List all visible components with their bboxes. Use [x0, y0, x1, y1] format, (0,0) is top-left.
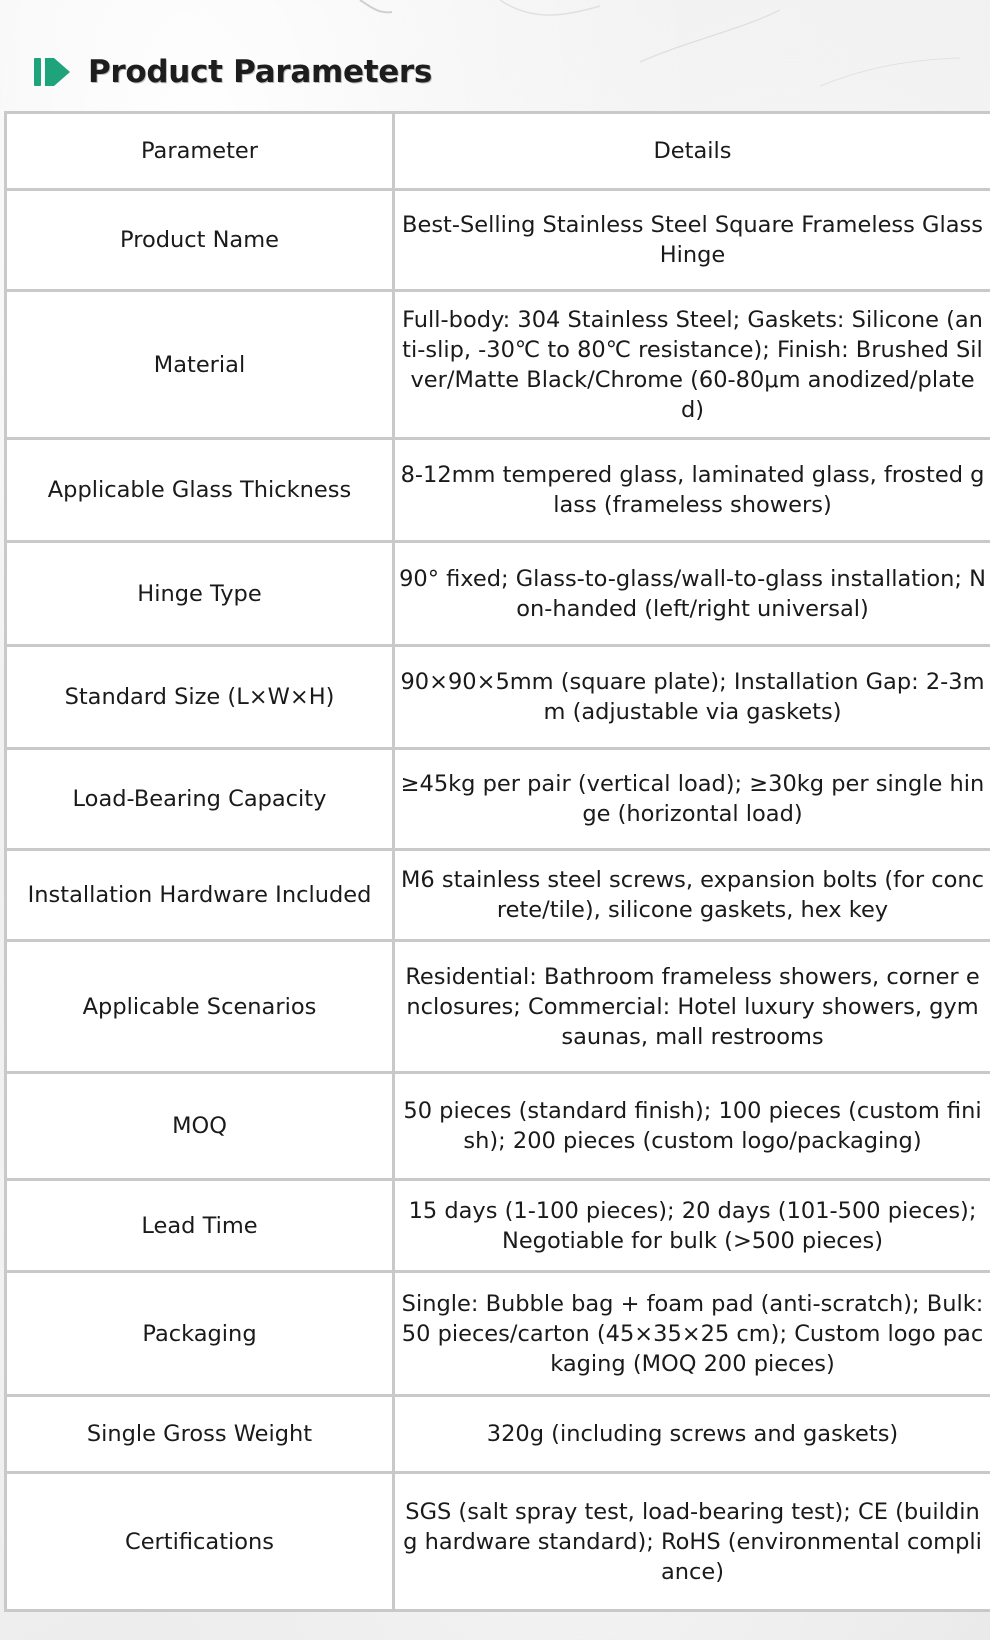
details-cell: Single: Bubble bag + foam pad (anti-scratch); Bulk: 50 pieces/carton (45×35×25 cm); Custom logo packaging (MOQ 200 pieces) [394, 1272, 990, 1396]
table-row [6, 850, 990, 941]
details-cell: 15 days (1-100 pieces); 20 days (101-500 pieces); Negotiable for bulk (>500 pieces) [394, 1180, 990, 1272]
details-cell: ≥45kg per pair (vertical load); ≥30kg per single hinge (horizontal load) [394, 749, 990, 850]
table-row [6, 646, 990, 749]
table-row [6, 190, 990, 291]
table-row [6, 749, 990, 850]
parameter-cell: Product Name [6, 190, 394, 291]
parameters-table-container [4, 111, 990, 1612]
table-header-row [6, 113, 990, 190]
parameter-cell: Applicable Glass Thickness [6, 439, 394, 542]
parameter-cell: Material [6, 291, 394, 439]
section-title: Product Parameters [88, 54, 433, 90]
column-header-details: Details [394, 113, 990, 190]
table-row [6, 439, 990, 542]
parameter-cell: Installation Hardware Included [6, 850, 394, 941]
details-cell: M6 stainless steel screws, expansion bolts (for concrete/tile), silicone gaskets, hex key [394, 850, 990, 941]
parameter-cell: Hinge Type [6, 542, 394, 646]
parameter-cell: Standard Size (L×W×H) [6, 646, 394, 749]
parameter-cell: Lead Time [6, 1180, 394, 1272]
parameter-cell: Load-Bearing Capacity [6, 749, 394, 850]
parameter-cell: Certifications [6, 1473, 394, 1611]
parameter-cell: Applicable Scenarios [6, 941, 394, 1073]
column-header-parameter: Parameter [6, 113, 394, 190]
bookmark-speaker-icon [32, 51, 74, 93]
details-cell: 320g (including screws and gaskets) [394, 1396, 990, 1473]
section-header [32, 48, 432, 96]
details-cell: 90×90×5mm (square plate); Installation Gap: 2-3mm (adjustable via gaskets) [394, 646, 990, 749]
table-row [6, 291, 990, 439]
parameter-cell: Single Gross Weight [6, 1396, 394, 1473]
table-row [6, 1473, 990, 1611]
details-cell: SGS (salt spray test, load-bearing test); CE (building hardware standard); RoHS (environmental compliance) [394, 1473, 990, 1611]
parameters-table [4, 111, 990, 1612]
table-row [6, 1396, 990, 1473]
table-row [6, 1073, 990, 1180]
table-row [6, 941, 990, 1073]
table-row [6, 1272, 990, 1396]
details-cell: 8-12mm tempered glass, laminated glass, frosted glass (frameless showers) [394, 439, 990, 542]
details-cell: Best-Selling Stainless Steel Square Frameless Glass Hinge [394, 190, 990, 291]
details-cell: 50 pieces (standard finish); 100 pieces (custom finish); 200 pieces (custom logo/packaging) [394, 1073, 990, 1180]
table-row [6, 542, 990, 646]
details-cell: Residential: Bathroom frameless showers, corner enclosures; Commercial: Hotel luxury showers, gym saunas, mall restrooms [394, 941, 990, 1073]
details-cell: 90° fixed; Glass-to-glass/wall-to-glass installation; Non-handed (left/right universal) [394, 542, 990, 646]
table-row [6, 1180, 990, 1272]
parameter-cell: MOQ [6, 1073, 394, 1180]
parameter-cell: Packaging [6, 1272, 394, 1396]
details-cell: Full-body: 304 Stainless Steel; Gaskets: Silicone (anti-slip, -30℃ to 80℃ resistance); Finish: Brushed Silver/Matte Black/Chrome (60-80μm anodized/plated) [394, 291, 990, 439]
